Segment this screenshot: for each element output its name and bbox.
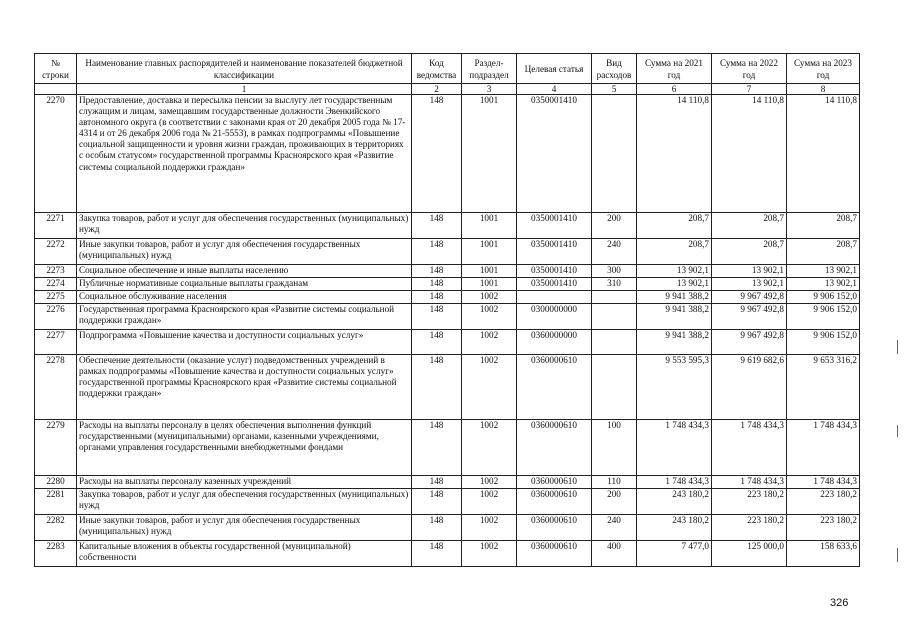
row-section: 1002: [462, 515, 517, 541]
row-sum-2021: 9 941 388,2: [637, 330, 712, 355]
column-number: [35, 84, 77, 95]
row-section: 1002: [462, 489, 517, 515]
row-sum-2022: 1 748 434,3: [712, 476, 787, 489]
row-sum-2023: 208,7: [787, 239, 860, 265]
row-expense-type: [592, 304, 637, 330]
row-dept-code: 148: [412, 515, 462, 541]
row-target: 0360000610: [517, 420, 592, 476]
row-number: 2277: [35, 330, 77, 355]
row-sum-2021: 7 477,0: [637, 541, 712, 567]
table-row: [35, 265, 860, 278]
row-section: 1002: [462, 476, 517, 489]
row-expense-type: 310: [592, 278, 637, 291]
column-number: 2: [412, 84, 462, 95]
header-sum-2023: Сумма на 2023 год: [787, 54, 860, 84]
row-sum-2023: 9 906 152,0: [787, 291, 860, 304]
row-dept-code: 148: [412, 420, 462, 476]
row-target: 0350001410: [517, 239, 592, 265]
row-sum-2023: 208,7: [787, 213, 860, 239]
table-body: [35, 95, 860, 567]
row-sum-2021: 9 941 388,2: [637, 304, 712, 330]
scan-edge-mark: [897, 340, 898, 354]
table-row: [35, 515, 860, 541]
row-dept-code: 148: [412, 330, 462, 355]
table-row: [35, 355, 860, 420]
row-name: Социальное обслуживание населения: [77, 291, 412, 304]
column-number: 5: [592, 84, 637, 95]
row-sum-2021: 1 748 434,3: [637, 420, 712, 476]
row-sum-2021: 1 748 434,3: [637, 476, 712, 489]
row-expense-type: [592, 330, 637, 355]
row-target: 0350001410: [517, 265, 592, 278]
row-sum-2023: 223 180,2: [787, 515, 860, 541]
row-sum-2022: 9 967 492,8: [712, 291, 787, 304]
row-number: 2276: [35, 304, 77, 330]
row-dept-code: 148: [412, 265, 462, 278]
table-row: [35, 278, 860, 291]
row-sum-2022: 13 902,1: [712, 278, 787, 291]
row-sum-2022: 9 619 682,6: [712, 355, 787, 420]
row-name: Предоставление, доставка и пересылка пенсии за выслугу лет государственным служащим и лицам, замещавшим государственные должности Эвенкийского автономного округа (в соответствии с законами края от 20 декабря 2005 года № 17-4314 и от 26 декабря 2006 года № 21-5553), в рамках подпрограммы «Повышение социальной защищенности и уровня жизни граждан, проживающих в территориях с особым статусом» государственной программы Красноярского края «Развитие системы социальной поддержки граждан»: [77, 95, 412, 213]
row-section: 1001: [462, 95, 517, 213]
row-number: 2283: [35, 541, 77, 567]
row-target: 0350001410: [517, 213, 592, 239]
header-sum-2022: Сумма на 2022 год: [712, 54, 787, 84]
column-number: 7: [712, 84, 787, 95]
row-section: 1001: [462, 239, 517, 265]
row-number: 2275: [35, 291, 77, 304]
header-sum-2021: Сумма на 2021 год: [637, 54, 712, 84]
row-name: Иные закупки товаров, работ и услуг для обеспечения государственных (муниципальных) нужд: [77, 239, 412, 265]
column-numbers-row: [35, 84, 860, 95]
table-row: [35, 291, 860, 304]
row-sum-2023: 14 110,8: [787, 95, 860, 213]
row-expense-type: 200: [592, 489, 637, 515]
row-dept-code: 148: [412, 213, 462, 239]
row-sum-2022: 9 967 492,8: [712, 304, 787, 330]
row-number: 2279: [35, 420, 77, 476]
row-sum-2021: 14 110,8: [637, 95, 712, 213]
row-number: 2281: [35, 489, 77, 515]
row-section: 1002: [462, 541, 517, 567]
row-sum-2023: 158 633,6: [787, 541, 860, 567]
row-name: Капитальные вложения в объекты государственной (муниципальной) собственности: [77, 541, 412, 567]
row-number: 2272: [35, 239, 77, 265]
budget-sheet: [34, 53, 859, 567]
row-expense-type: 100: [592, 420, 637, 476]
row-expense-type: 300: [592, 265, 637, 278]
row-sum-2022: 208,7: [712, 213, 787, 239]
row-name: Подпрограмма «Повышение качества и доступности социальных услуг»: [77, 330, 412, 355]
row-expense-type: 200: [592, 213, 637, 239]
row-name: Социальное обеспечение и иные выплаты населению: [77, 265, 412, 278]
row-sum-2022: 223 180,2: [712, 489, 787, 515]
row-section: 1002: [462, 330, 517, 355]
column-number: 8: [787, 84, 860, 95]
column-number: 1: [77, 84, 412, 95]
row-sum-2023: 223 180,2: [787, 489, 860, 515]
header-target: Целевая статья: [517, 54, 592, 84]
budget-table: [34, 53, 860, 567]
row-dept-code: 148: [412, 355, 462, 420]
header-name: Наименование главных распорядителей и наименование показателей бюджетной классификации: [77, 54, 412, 84]
row-expense-type: 110: [592, 476, 637, 489]
row-section: 1001: [462, 265, 517, 278]
row-section: 1001: [462, 213, 517, 239]
header-expense-type: Вид расходов: [592, 54, 637, 84]
row-dept-code: 148: [412, 95, 462, 213]
row-target: 0360000610: [517, 489, 592, 515]
table-row: [35, 304, 860, 330]
row-number: 2271: [35, 213, 77, 239]
row-name: Обеспечение деятельности (оказание услуг) подведомственных учреждений в рамках подпрограммы «Повышение качества и доступности социальных услуг» государственной программы Красноярского края «Развитие системы социальной поддержки граждан»: [77, 355, 412, 420]
row-section: 1002: [462, 291, 517, 304]
row-dept-code: 148: [412, 239, 462, 265]
row-sum-2021: 9 553 595,3: [637, 355, 712, 420]
scan-edge-mark: [897, 425, 898, 437]
row-sum-2023: 13 902,1: [787, 265, 860, 278]
scan-edge-mark: [897, 548, 898, 562]
row-sum-2021: 9 941 388,2: [637, 291, 712, 304]
header-row-no: № строки: [35, 54, 77, 84]
table-row: [35, 541, 860, 567]
row-sum-2022: 223 180,2: [712, 515, 787, 541]
table-row: [35, 95, 860, 213]
table-row: [35, 476, 860, 489]
row-number: 2274: [35, 278, 77, 291]
row-sum-2022: 14 110,8: [712, 95, 787, 213]
table-row: [35, 330, 860, 355]
row-section: 1001: [462, 278, 517, 291]
row-expense-type: 400: [592, 541, 637, 567]
row-sum-2023: 9 906 152,0: [787, 330, 860, 355]
row-dept-code: 148: [412, 476, 462, 489]
column-number: 4: [517, 84, 592, 95]
row-target: 0360000610: [517, 515, 592, 541]
row-number: 2278: [35, 355, 77, 420]
row-name: Публичные нормативные социальные выплаты гражданам: [77, 278, 412, 291]
row-target: 0360000610: [517, 355, 592, 420]
row-sum-2021: 208,7: [637, 213, 712, 239]
row-target: 0360000610: [517, 476, 592, 489]
row-dept-code: 148: [412, 541, 462, 567]
row-target: 0360000610: [517, 541, 592, 567]
header-section: Раздел-подраздел: [462, 54, 517, 84]
row-sum-2021: 13 902,1: [637, 265, 712, 278]
row-expense-type: 240: [592, 515, 637, 541]
row-dept-code: 148: [412, 304, 462, 330]
row-target: 0300000000: [517, 304, 592, 330]
row-sum-2021: 243 180,2: [637, 515, 712, 541]
row-sum-2023: 9 906 152,0: [787, 304, 860, 330]
row-section: 1002: [462, 304, 517, 330]
row-sum-2022: 1 748 434,3: [712, 420, 787, 476]
row-expense-type: [592, 95, 637, 213]
row-section: 1002: [462, 355, 517, 420]
row-sum-2021: 13 902,1: [637, 278, 712, 291]
row-number: 2273: [35, 265, 77, 278]
table-row: [35, 239, 860, 265]
row-name: Закупка товаров, работ и услуг для обеспечения государственных (муниципальных) нужд: [77, 489, 412, 515]
row-sum-2022: 13 902,1: [712, 265, 787, 278]
row-sum-2023: 9 653 316,2: [787, 355, 860, 420]
row-sum-2023: 13 902,1: [787, 278, 860, 291]
row-expense-type: [592, 355, 637, 420]
row-dept-code: 148: [412, 489, 462, 515]
row-sum-2022: 125 000,0: [712, 541, 787, 567]
row-sum-2021: 208,7: [637, 239, 712, 265]
row-dept-code: 148: [412, 291, 462, 304]
row-number: 2280: [35, 476, 77, 489]
table-row: [35, 420, 860, 476]
column-number: 3: [462, 84, 517, 95]
row-target: 0360000000: [517, 330, 592, 355]
row-name: Иные закупки товаров, работ и услуг для обеспечения государственных (муниципальных) нужд: [77, 515, 412, 541]
row-dept-code: 148: [412, 278, 462, 291]
row-number: 2270: [35, 95, 77, 213]
row-sum-2022: 9 967 492,8: [712, 330, 787, 355]
row-number: 2282: [35, 515, 77, 541]
header-dept-code: Код ведомства: [412, 54, 462, 84]
page-number: 326: [830, 597, 849, 609]
row-target: 0350001410: [517, 278, 592, 291]
table-header: [35, 54, 860, 95]
table-row: [35, 213, 860, 239]
row-name: Государственная программа Красноярского края «Развитие системы социальной поддержки граждан»: [77, 304, 412, 330]
row-name: Закупка товаров, работ и услуг для обеспечения государственных (муниципальных) нужд: [77, 213, 412, 239]
row-target: 0350001410: [517, 95, 592, 213]
row-sum-2023: 1 748 434,3: [787, 476, 860, 489]
row-section: 1002: [462, 420, 517, 476]
column-number: 6: [637, 84, 712, 95]
row-sum-2021: 243 180,2: [637, 489, 712, 515]
row-name: Расходы на выплаты персоналу в целях обеспечения выполнения функций государственными (муниципальными) органами, казенными учреждениями, органами управления государственными внебюджетными фондами: [77, 420, 412, 476]
row-sum-2023: 1 748 434,3: [787, 420, 860, 476]
row-expense-type: [592, 291, 637, 304]
row-name: Расходы на выплаты персоналу казенных учреждений: [77, 476, 412, 489]
table-row: [35, 489, 860, 515]
row-target: [517, 291, 592, 304]
row-expense-type: 240: [592, 239, 637, 265]
row-sum-2022: 208,7: [712, 239, 787, 265]
